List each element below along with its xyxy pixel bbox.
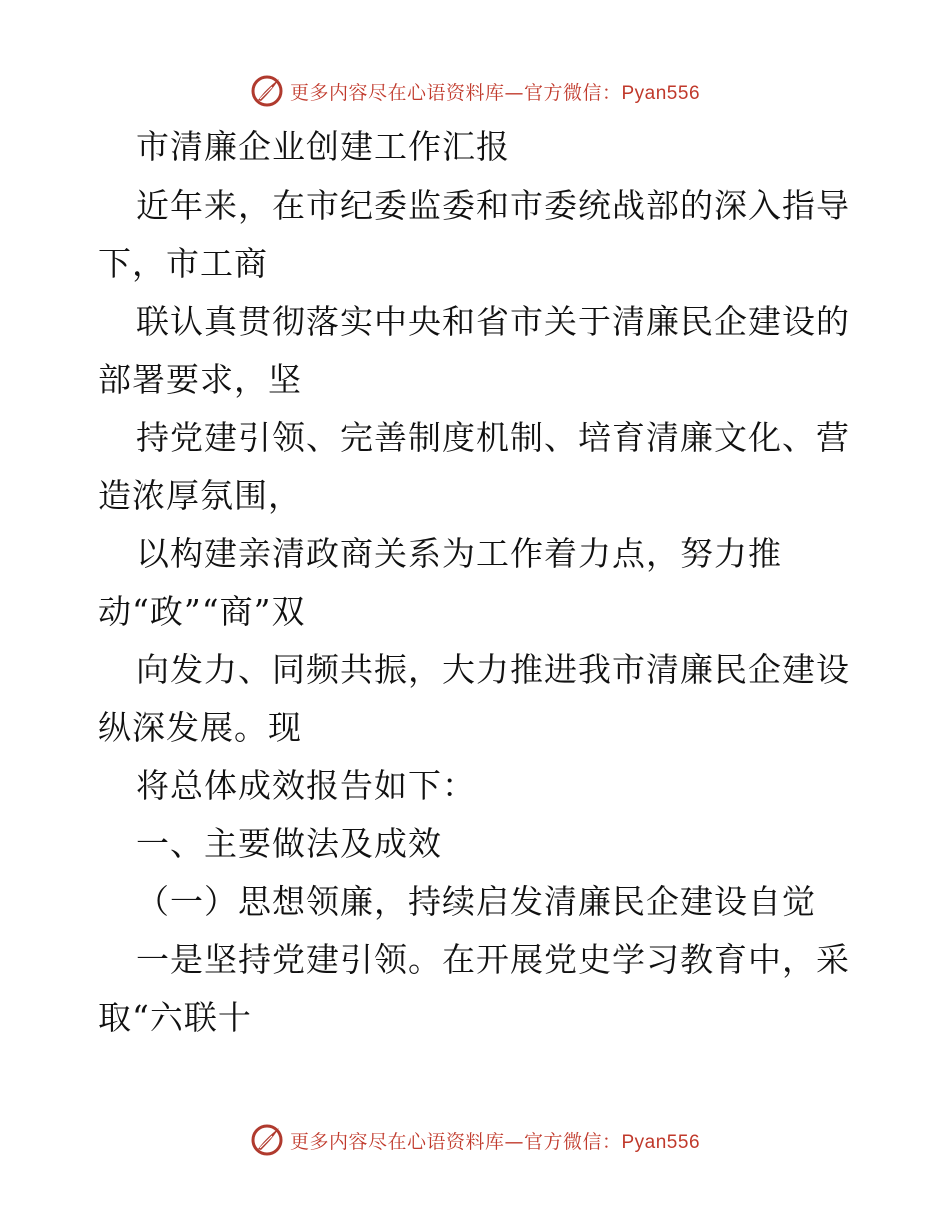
paragraph-line: 下，市工商 (98, 244, 268, 283)
paragraph-line: 持党建引领、完善制度机制、培育清廉文化、营 (136, 418, 850, 457)
subsection-heading: （一）思想领廉，持续启发清廉民企建设自觉 (136, 882, 816, 921)
watermark-banner-bottom (0, 1120, 950, 1160)
paragraph-line: 纵深发展。现 (98, 708, 302, 747)
paragraph-line: 以构建亲清政商关系为工作着力点，努力推 (136, 534, 782, 573)
paragraph-line: 取“六联十 (98, 998, 252, 1037)
paragraph-line: 造浓厚氛围， (98, 476, 302, 515)
paragraph-line: 部署要求，坚 (98, 360, 302, 399)
paragraph-line: 近年来，在市纪委监委和市委统战部的深入指导 (136, 186, 850, 225)
paragraph-line: 向发力、同频共振，大力推进我市清廉民企建设 (136, 650, 850, 689)
watermark-text (290, 78, 700, 105)
watermark-wechat-id: Pyan556 (621, 82, 701, 104)
paragraph-line: 联认真贯彻落实中央和省市关于清廉民企建设的 (136, 302, 850, 341)
paragraph-line: 动“政”“商”双 (98, 592, 306, 631)
watermark-banner-top (0, 71, 950, 111)
document-title: 市清廉企业创建工作汇报 (136, 127, 510, 166)
watermark-label: 更多内容尽在心语资料库—官方微信： (289, 81, 622, 104)
quill-seal-logo-icon (250, 74, 284, 108)
watermark-label: 更多内容尽在心语资料库—官方微信： (289, 1130, 622, 1153)
paragraph-line: 将总体成效报告如下： (136, 766, 476, 805)
watermark-wechat-id: Pyan556 (621, 1131, 701, 1153)
watermark-text (290, 1127, 700, 1154)
paragraph-line: 一是坚持党建引领。在开展党史学习教育中，采 (136, 940, 850, 979)
quill-seal-logo-icon (250, 1123, 284, 1157)
section-heading: 一、主要做法及成效 (136, 824, 442, 863)
